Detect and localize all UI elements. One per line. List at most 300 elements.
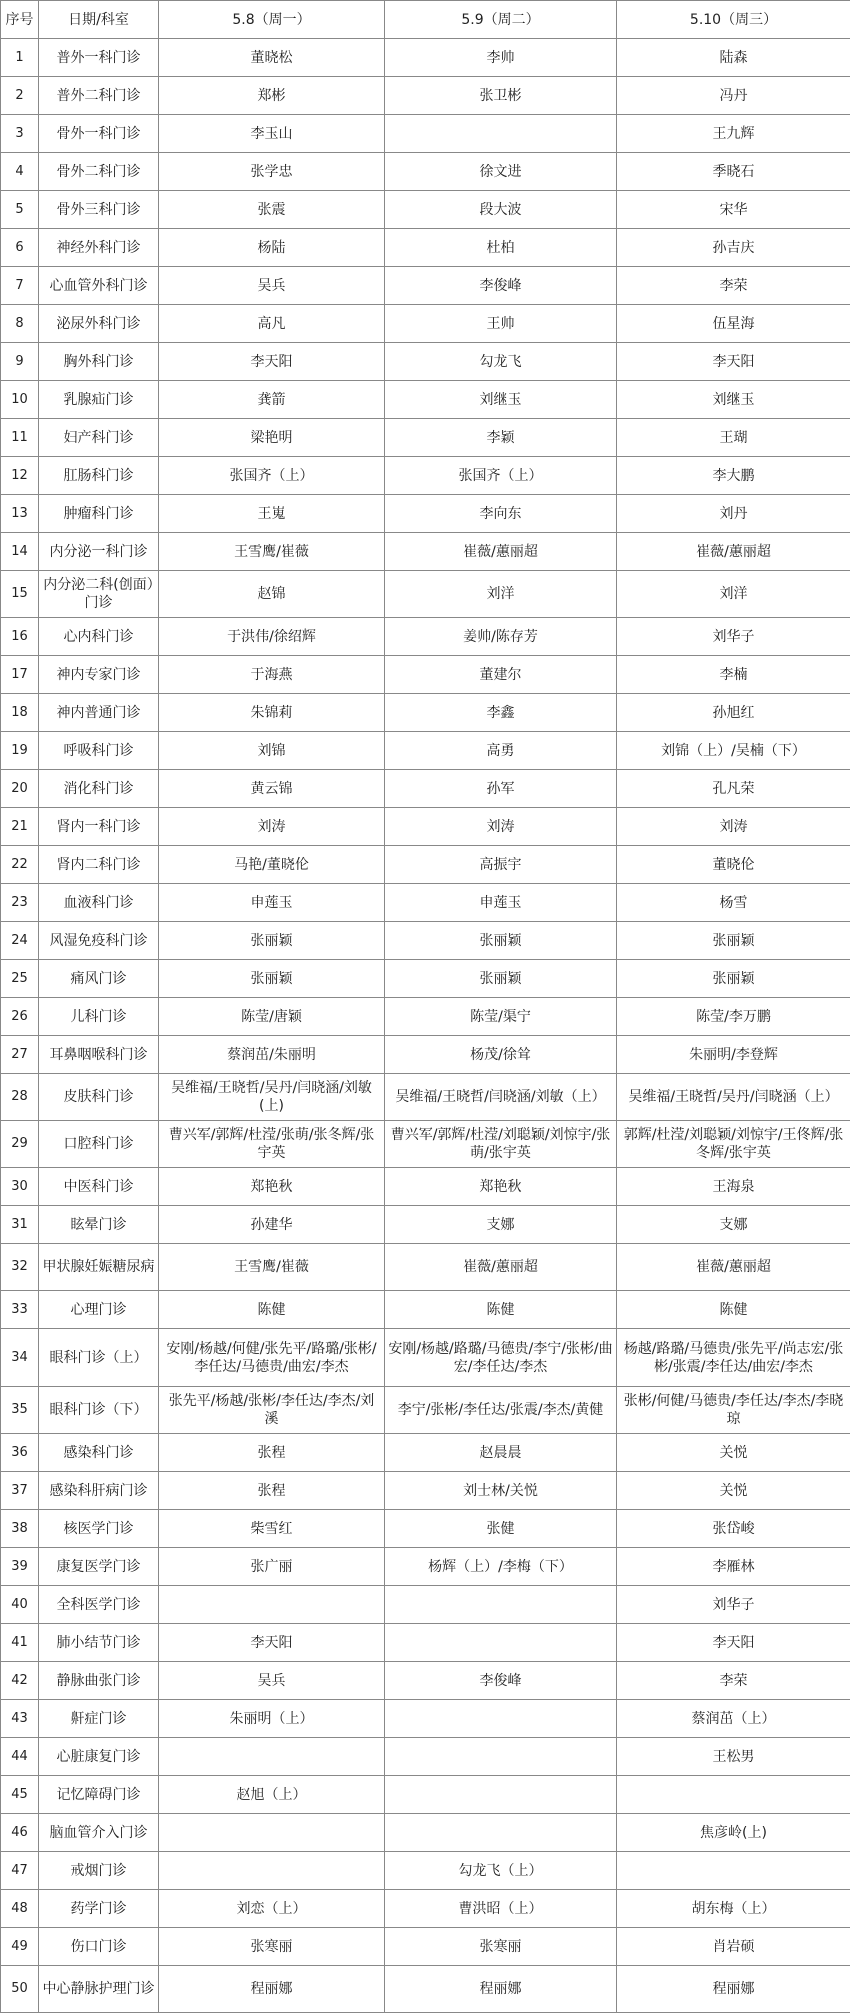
doctor-cell-day-2: 崔薇/蕙丽超 — [385, 1244, 617, 1291]
doctor-cell-day-3: 胡东梅（上） — [617, 1890, 850, 1928]
doctor-cell-day-2: 勾龙飞 — [385, 343, 617, 381]
doctor-cell-day-1 — [159, 1586, 385, 1624]
table-row — [1, 1472, 850, 1510]
doctor-cell-day-3: 王瑚 — [617, 419, 850, 457]
department-cell: 神内专家门诊 — [39, 656, 159, 694]
department-cell: 骨外二科门诊 — [39, 153, 159, 191]
department-cell: 药学门诊 — [39, 1890, 159, 1928]
row-number-cell: 31 — [1, 1206, 39, 1244]
table-row — [1, 1434, 850, 1472]
doctor-cell-day-3: 关悦 — [617, 1472, 850, 1510]
doctor-cell-day-2: 杨辉（上）/李梅（下） — [385, 1548, 617, 1586]
department-cell: 眼科门诊（上） — [39, 1329, 159, 1387]
department-cell: 核医学门诊 — [39, 1510, 159, 1548]
row-number-cell: 46 — [1, 1814, 39, 1852]
table-row — [1, 1329, 850, 1387]
department-cell: 骨外三科门诊 — [39, 191, 159, 229]
table-row — [1, 495, 850, 533]
doctor-cell-day-1: 吴兵 — [159, 1662, 385, 1700]
table-row — [1, 1121, 850, 1168]
department-cell: 肺小结节门诊 — [39, 1624, 159, 1662]
doctor-cell-day-2 — [385, 1776, 617, 1814]
table-row — [1, 1168, 850, 1206]
doctor-cell-day-2: 刘士林/关悦 — [385, 1472, 617, 1510]
doctor-cell-day-1: 马艳/董晓伦 — [159, 846, 385, 884]
doctor-cell-day-1: 黄云锦 — [159, 770, 385, 808]
department-cell: 肾内二科门诊 — [39, 846, 159, 884]
doctor-cell-day-2: 刘洋 — [385, 571, 617, 618]
doctor-cell-day-3: 刘洋 — [617, 571, 850, 618]
table-row — [1, 533, 850, 571]
doctor-cell-day-1: 吴维福/王晓哲/吴丹/闫晓涵/刘敏(上) — [159, 1074, 385, 1121]
row-number-cell: 20 — [1, 770, 39, 808]
row-number-cell: 8 — [1, 305, 39, 343]
row-number-cell: 45 — [1, 1776, 39, 1814]
doctor-cell-day-3: 张丽颖 — [617, 960, 850, 998]
doctor-cell-day-2: 张国齐（上） — [385, 457, 617, 495]
doctor-cell-day-3: 陆森 — [617, 39, 850, 77]
table-row — [1, 1890, 850, 1928]
doctor-cell-day-1: 董晓松 — [159, 39, 385, 77]
row-number-cell: 13 — [1, 495, 39, 533]
doctor-cell-day-3: 孙吉庆 — [617, 229, 850, 267]
doctor-cell-day-3: 李荣 — [617, 267, 850, 305]
doctor-cell-day-3: 程丽娜 — [617, 1966, 850, 2013]
table-row — [1, 267, 850, 305]
row-number-cell: 27 — [1, 1036, 39, 1074]
doctor-cell-day-2: 孙军 — [385, 770, 617, 808]
doctor-cell-day-1: 张学忠 — [159, 153, 385, 191]
doctor-cell-day-2: 姜帅/陈存芳 — [385, 618, 617, 656]
doctor-cell-day-3: 王松男 — [617, 1738, 850, 1776]
doctor-cell-day-2 — [385, 1700, 617, 1738]
doctor-cell-day-3: 刘丹 — [617, 495, 850, 533]
department-cell: 普外二科门诊 — [39, 77, 159, 115]
doctor-cell-day-1: 张震 — [159, 191, 385, 229]
table-row — [1, 229, 850, 267]
table-row — [1, 694, 850, 732]
doctor-cell-day-1: 刘涛 — [159, 808, 385, 846]
table-row — [1, 305, 850, 343]
doctor-cell-day-3: 李大鹏 — [617, 457, 850, 495]
doctor-cell-day-3: 支娜 — [617, 1206, 850, 1244]
doctor-cell-day-1 — [159, 1738, 385, 1776]
row-number-cell: 50 — [1, 1966, 39, 2013]
department-cell: 心内科门诊 — [39, 618, 159, 656]
row-number-cell: 2 — [1, 77, 39, 115]
row-number-cell: 25 — [1, 960, 39, 998]
doctor-cell-day-2: 杜柏 — [385, 229, 617, 267]
doctor-cell-day-2: 王帅 — [385, 305, 617, 343]
row-number-cell: 36 — [1, 1434, 39, 1472]
row-number-cell: 34 — [1, 1329, 39, 1387]
department-cell: 肿瘤科门诊 — [39, 495, 159, 533]
doctor-cell-day-2: 曹兴军/郭辉/杜滢/刘聪颖/刘惊宇/张萌/张宇英 — [385, 1121, 617, 1168]
table-row — [1, 618, 850, 656]
table-row — [1, 1700, 850, 1738]
doctor-cell-day-1: 张程 — [159, 1472, 385, 1510]
row-number-cell: 38 — [1, 1510, 39, 1548]
doctor-cell-day-3: 张彬/何健/马德贵/李任达/李杰/李晓琼 — [617, 1387, 850, 1434]
doctor-cell-day-3: 冯丹 — [617, 77, 850, 115]
table-row — [1, 191, 850, 229]
doctor-cell-day-1: 张先平/杨越/张彬/李任达/李杰/刘溪 — [159, 1387, 385, 1434]
department-cell: 肛肠科门诊 — [39, 457, 159, 495]
row-number-cell: 18 — [1, 694, 39, 732]
department-cell: 心理门诊 — [39, 1291, 159, 1329]
department-cell: 消化科门诊 — [39, 770, 159, 808]
doctor-cell-day-2 — [385, 1738, 617, 1776]
row-number-cell: 30 — [1, 1168, 39, 1206]
doctor-cell-day-1: 孙建华 — [159, 1206, 385, 1244]
row-number-cell: 4 — [1, 153, 39, 191]
table-row — [1, 960, 850, 998]
doctor-cell-day-1: 赵锦 — [159, 571, 385, 618]
doctor-cell-day-1: 龚箭 — [159, 381, 385, 419]
doctor-cell-day-3: 杨越/路璐/马德贵/张先平/尚志宏/张彬/张震/李任达/曲宏/李杰 — [617, 1329, 850, 1387]
row-number-cell: 24 — [1, 922, 39, 960]
row-number-cell: 26 — [1, 998, 39, 1036]
doctor-cell-day-2: 赵晨晨 — [385, 1434, 617, 1472]
doctor-cell-day-1: 张国齐（上） — [159, 457, 385, 495]
doctor-cell-day-3: 张岱峻 — [617, 1510, 850, 1548]
doctor-cell-day-1 — [159, 1814, 385, 1852]
department-cell: 感染科门诊 — [39, 1434, 159, 1472]
doctor-cell-day-3: 孔凡荣 — [617, 770, 850, 808]
doctor-cell-day-3: 李雁林 — [617, 1548, 850, 1586]
doctor-cell-day-2: 李俊峰 — [385, 267, 617, 305]
doctor-cell-day-1 — [159, 1852, 385, 1890]
department-cell: 骨外一科门诊 — [39, 115, 159, 153]
doctor-cell-day-1: 于洪伟/徐绍辉 — [159, 618, 385, 656]
doctor-cell-day-3: 崔薇/蕙丽超 — [617, 1244, 850, 1291]
department-cell: 乳腺疝门诊 — [39, 381, 159, 419]
row-number-cell: 9 — [1, 343, 39, 381]
doctor-cell-day-1: 赵旭（上） — [159, 1776, 385, 1814]
table-row — [1, 808, 850, 846]
department-cell: 眩晕门诊 — [39, 1206, 159, 1244]
row-number-cell: 41 — [1, 1624, 39, 1662]
doctor-cell-day-3: 宋华 — [617, 191, 850, 229]
department-cell: 心脏康复门诊 — [39, 1738, 159, 1776]
row-number-cell: 33 — [1, 1291, 39, 1329]
doctor-cell-day-2: 申莲玉 — [385, 884, 617, 922]
row-number-cell: 40 — [1, 1586, 39, 1624]
doctor-cell-day-3: 刘锦（上）/吴楠（下） — [617, 732, 850, 770]
doctor-cell-day-1: 申莲玉 — [159, 884, 385, 922]
row-number-cell: 6 — [1, 229, 39, 267]
department-cell: 皮肤科门诊 — [39, 1074, 159, 1121]
doctor-cell-day-2 — [385, 1814, 617, 1852]
row-number-cell: 37 — [1, 1472, 39, 1510]
doctor-cell-day-2: 勾龙飞（上） — [385, 1852, 617, 1890]
row-number-cell: 1 — [1, 39, 39, 77]
header-no: 序号 — [1, 1, 39, 39]
doctor-cell-day-3: 王海泉 — [617, 1168, 850, 1206]
department-cell: 内分泌二科(创面）门诊 — [39, 571, 159, 618]
table-row — [1, 1776, 850, 1814]
department-cell: 中医科门诊 — [39, 1168, 159, 1206]
table-row — [1, 1586, 850, 1624]
header-date-3: 5.10（周三） — [617, 1, 850, 39]
row-number-cell: 21 — [1, 808, 39, 846]
table-row — [1, 1244, 850, 1291]
row-number-cell: 16 — [1, 618, 39, 656]
doctor-cell-day-2: 李向东 — [385, 495, 617, 533]
row-number-cell: 47 — [1, 1852, 39, 1890]
row-number-cell: 5 — [1, 191, 39, 229]
department-cell: 肾内一科门诊 — [39, 808, 159, 846]
doctor-cell-day-1: 梁艳明 — [159, 419, 385, 457]
doctor-cell-day-2: 郑艳秋 — [385, 1168, 617, 1206]
doctor-cell-day-2: 李颖 — [385, 419, 617, 457]
table-row — [1, 1624, 850, 1662]
doctor-cell-day-2: 崔薇/蕙丽超 — [385, 533, 617, 571]
doctor-cell-day-2: 张健 — [385, 1510, 617, 1548]
row-number-cell: 43 — [1, 1700, 39, 1738]
department-cell: 胸外科门诊 — [39, 343, 159, 381]
doctor-cell-day-3: 朱丽明/李登辉 — [617, 1036, 850, 1074]
doctor-cell-day-2 — [385, 1586, 617, 1624]
doctor-cell-day-1: 刘锦 — [159, 732, 385, 770]
department-cell: 感染科肝病门诊 — [39, 1472, 159, 1510]
row-number-cell: 49 — [1, 1928, 39, 1966]
header-date-1: 5.8（周一） — [159, 1, 385, 39]
department-cell: 甲状腺妊娠糖尿病 — [39, 1244, 159, 1291]
doctor-cell-day-2: 高振宇 — [385, 846, 617, 884]
row-number-cell: 17 — [1, 656, 39, 694]
row-number-cell: 11 — [1, 419, 39, 457]
doctor-cell-day-3 — [617, 1852, 850, 1890]
doctor-cell-day-2: 李鑫 — [385, 694, 617, 732]
doctor-cell-day-2: 张丽颖 — [385, 922, 617, 960]
row-number-cell: 44 — [1, 1738, 39, 1776]
department-cell: 眼科门诊（下） — [39, 1387, 159, 1434]
table-row — [1, 770, 850, 808]
department-cell: 神经外科门诊 — [39, 229, 159, 267]
doctor-cell-day-1: 刘恋（上） — [159, 1890, 385, 1928]
header-dept: 日期/科室 — [39, 1, 159, 39]
doctor-cell-day-1: 王雪鹰/崔薇 — [159, 533, 385, 571]
row-number-cell: 29 — [1, 1121, 39, 1168]
department-cell: 全科医学门诊 — [39, 1586, 159, 1624]
table-row — [1, 1662, 850, 1700]
doctor-cell-day-1: 陈健 — [159, 1291, 385, 1329]
doctor-cell-day-3: 李荣 — [617, 1662, 850, 1700]
doctor-cell-day-1: 陈莹/唐颖 — [159, 998, 385, 1036]
doctor-cell-day-2: 杨茂/徐耸 — [385, 1036, 617, 1074]
doctor-cell-day-3: 季晓石 — [617, 153, 850, 191]
department-cell: 心血管外科门诊 — [39, 267, 159, 305]
doctor-cell-day-3: 董晓伦 — [617, 846, 850, 884]
table-row — [1, 1074, 850, 1121]
doctor-cell-day-2: 刘涛 — [385, 808, 617, 846]
table-row — [1, 1738, 850, 1776]
row-number-cell: 35 — [1, 1387, 39, 1434]
row-number-cell: 23 — [1, 884, 39, 922]
doctor-cell-day-1: 李天阳 — [159, 343, 385, 381]
doctor-cell-day-1: 张寒丽 — [159, 1928, 385, 1966]
doctor-cell-day-1: 吴兵 — [159, 267, 385, 305]
table-row — [1, 153, 850, 191]
doctor-cell-day-3: 蔡润茁（上） — [617, 1700, 850, 1738]
header-date-2: 5.9（周二） — [385, 1, 617, 39]
doctor-cell-day-3: 焦彦岭(上) — [617, 1814, 850, 1852]
department-cell: 普外一科门诊 — [39, 39, 159, 77]
doctor-cell-day-1: 郑彬 — [159, 77, 385, 115]
row-number-cell: 28 — [1, 1074, 39, 1121]
doctor-cell-day-3: 杨雪 — [617, 884, 850, 922]
department-cell: 痛风门诊 — [39, 960, 159, 998]
doctor-cell-day-3: 李天阳 — [617, 1624, 850, 1662]
doctor-cell-day-1: 李天阳 — [159, 1624, 385, 1662]
doctor-cell-day-3: 伍星海 — [617, 305, 850, 343]
doctor-cell-day-2: 李帅 — [385, 39, 617, 77]
table-row — [1, 1966, 850, 2013]
header-row — [1, 1, 850, 39]
department-cell: 脑血管介入门诊 — [39, 1814, 159, 1852]
doctor-cell-day-3: 刘华子 — [617, 618, 850, 656]
table-row — [1, 732, 850, 770]
doctor-cell-day-2: 曹洪昭（上） — [385, 1890, 617, 1928]
doctor-cell-day-3: 刘涛 — [617, 808, 850, 846]
table-row — [1, 419, 850, 457]
row-number-cell: 48 — [1, 1890, 39, 1928]
doctor-cell-day-2: 张丽颖 — [385, 960, 617, 998]
doctor-cell-day-3: 陈莹/李万鹏 — [617, 998, 850, 1036]
department-cell: 妇产科门诊 — [39, 419, 159, 457]
doctor-cell-day-1: 柴雪红 — [159, 1510, 385, 1548]
doctor-cell-day-3: 李天阳 — [617, 343, 850, 381]
doctor-cell-day-3: 肖岩硕 — [617, 1928, 850, 1966]
table-row — [1, 1291, 850, 1329]
table-row — [1, 1548, 850, 1586]
doctor-cell-day-3: 王九辉 — [617, 115, 850, 153]
row-number-cell: 7 — [1, 267, 39, 305]
table-row — [1, 381, 850, 419]
department-cell: 康复医学门诊 — [39, 1548, 159, 1586]
doctor-cell-day-2: 吴维福/王晓哲/闫晓涵/刘敏（上） — [385, 1074, 617, 1121]
department-cell: 呼吸科门诊 — [39, 732, 159, 770]
table-row — [1, 39, 850, 77]
doctor-cell-day-3: 陈健 — [617, 1291, 850, 1329]
table-row — [1, 115, 850, 153]
department-cell: 鼾症门诊 — [39, 1700, 159, 1738]
doctor-cell-day-1: 朱锦莉 — [159, 694, 385, 732]
department-cell: 神内普通门诊 — [39, 694, 159, 732]
doctor-cell-day-2 — [385, 1624, 617, 1662]
doctor-cell-day-2: 张卫彬 — [385, 77, 617, 115]
doctor-cell-day-1: 于海燕 — [159, 656, 385, 694]
doctor-cell-day-1: 高凡 — [159, 305, 385, 343]
doctor-cell-day-3: 郭辉/杜滢/刘聪颖/刘惊宇/王佟辉/张冬辉/张宇英 — [617, 1121, 850, 1168]
table-row — [1, 1510, 850, 1548]
doctor-cell-day-3: 关悦 — [617, 1434, 850, 1472]
department-cell: 风湿免疫科门诊 — [39, 922, 159, 960]
doctor-cell-day-2: 李宁/张彬/李任达/张震/李杰/黄健 — [385, 1387, 617, 1434]
row-number-cell: 32 — [1, 1244, 39, 1291]
doctor-cell-day-2: 刘继玉 — [385, 381, 617, 419]
doctor-cell-day-3 — [617, 1776, 850, 1814]
row-number-cell: 3 — [1, 115, 39, 153]
doctor-cell-day-2: 程丽娜 — [385, 1966, 617, 2013]
department-cell: 耳鼻咽喉科门诊 — [39, 1036, 159, 1074]
row-number-cell: 42 — [1, 1662, 39, 1700]
doctor-cell-day-2: 支娜 — [385, 1206, 617, 1244]
table-row — [1, 1928, 850, 1966]
doctor-cell-day-1: 程丽娜 — [159, 1966, 385, 2013]
doctor-cell-day-2: 张寒丽 — [385, 1928, 617, 1966]
department-cell: 伤口门诊 — [39, 1928, 159, 1966]
table-row — [1, 1852, 850, 1890]
row-number-cell: 14 — [1, 533, 39, 571]
department-cell: 泌尿外科门诊 — [39, 305, 159, 343]
table-row — [1, 77, 850, 115]
department-cell: 口腔科门诊 — [39, 1121, 159, 1168]
department-cell: 中心静脉护理门诊 — [39, 1966, 159, 2013]
doctor-cell-day-2: 高勇 — [385, 732, 617, 770]
table-row — [1, 656, 850, 694]
doctor-cell-day-1: 李玉山 — [159, 115, 385, 153]
table-row — [1, 571, 850, 618]
doctor-cell-day-1: 王雪鹰/崔薇 — [159, 1244, 385, 1291]
doctor-cell-day-1: 杨陆 — [159, 229, 385, 267]
doctor-cell-day-1: 王嵬 — [159, 495, 385, 533]
table-row — [1, 998, 850, 1036]
table-row — [1, 343, 850, 381]
row-number-cell: 22 — [1, 846, 39, 884]
doctor-cell-day-1: 曹兴军/郭辉/杜滢/张萌/张冬辉/张宇英 — [159, 1121, 385, 1168]
doctor-cell-day-2: 段大波 — [385, 191, 617, 229]
department-cell: 记忆障碍门诊 — [39, 1776, 159, 1814]
doctor-cell-day-2: 陈健 — [385, 1291, 617, 1329]
row-number-cell: 39 — [1, 1548, 39, 1586]
table-row — [1, 1387, 850, 1434]
department-cell: 儿科门诊 — [39, 998, 159, 1036]
doctor-cell-day-3: 崔薇/蕙丽超 — [617, 533, 850, 571]
doctor-cell-day-3: 刘继玉 — [617, 381, 850, 419]
table-row — [1, 457, 850, 495]
department-cell: 戒烟门诊 — [39, 1852, 159, 1890]
doctor-cell-day-1: 蔡润茁/朱丽明 — [159, 1036, 385, 1074]
doctor-cell-day-1: 安刚/杨越/何健/张先平/路璐/张彬/李任达/马德贵/曲宏/李杰 — [159, 1329, 385, 1387]
doctor-cell-day-3: 孙旭红 — [617, 694, 850, 732]
doctor-cell-day-3: 刘华子 — [617, 1586, 850, 1624]
doctor-cell-day-1: 张广丽 — [159, 1548, 385, 1586]
doctor-cell-day-1: 朱丽明（上） — [159, 1700, 385, 1738]
table-row — [1, 884, 850, 922]
doctor-cell-day-1: 张丽颖 — [159, 922, 385, 960]
table-row — [1, 846, 850, 884]
doctor-cell-day-1: 张丽颖 — [159, 960, 385, 998]
doctor-cell-day-2: 董建尔 — [385, 656, 617, 694]
department-cell: 静脉曲张门诊 — [39, 1662, 159, 1700]
doctor-cell-day-2 — [385, 115, 617, 153]
table-row — [1, 1036, 850, 1074]
doctor-cell-day-2: 徐文进 — [385, 153, 617, 191]
doctor-cell-day-2: 李俊峰 — [385, 1662, 617, 1700]
table-row — [1, 1206, 850, 1244]
department-cell: 血液科门诊 — [39, 884, 159, 922]
doctor-cell-day-1: 郑艳秋 — [159, 1168, 385, 1206]
row-number-cell: 15 — [1, 571, 39, 618]
table-row — [1, 1814, 850, 1852]
doctor-cell-day-2: 安刚/杨越/路璐/马德贵/李宁/张彬/曲宏/李任达/李杰 — [385, 1329, 617, 1387]
table-row — [1, 922, 850, 960]
doctor-cell-day-2: 陈莹/渠宁 — [385, 998, 617, 1036]
row-number-cell: 19 — [1, 732, 39, 770]
schedule-body — [1, 39, 850, 2013]
